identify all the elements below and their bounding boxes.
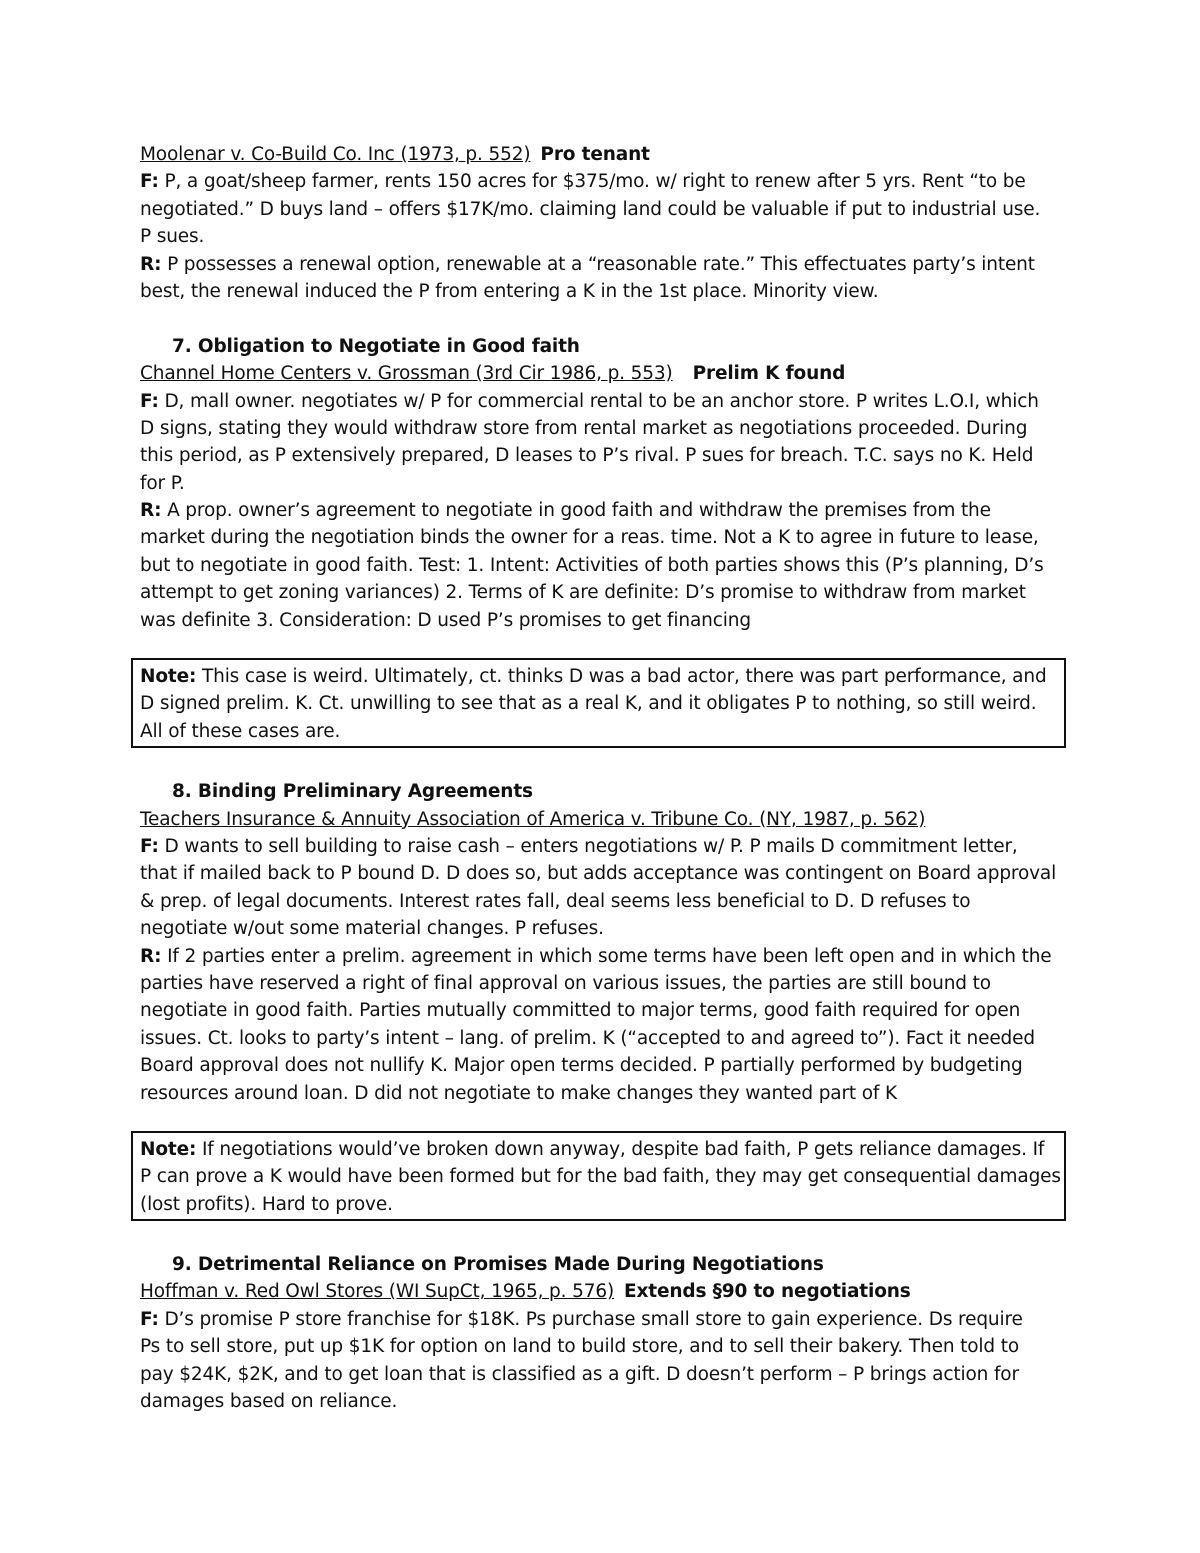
note-text: This case is weird. Ultimately, ct. thinks D was a bad actor, there was part performance, and: [196, 666, 1047, 688]
note-line: All of these cases are.: [140, 720, 341, 742]
facts-label: F:: [140, 171, 159, 193]
rule-text: If 2 parties enter a prelim. agreement in which some terms have been left open and in which the: [161, 945, 1052, 967]
facts-line: for P.: [140, 472, 185, 494]
facts-label: F:: [140, 835, 159, 857]
note-box: [131, 1131, 1066, 1221]
facts-label: F:: [140, 1308, 159, 1330]
facts-text: D wants to sell building to raise cash – enters negotiations w/ P. P mails D commitment letter,: [158, 835, 1018, 857]
rule-text: P possesses a renewal option, renewable at a “reasonable rate.” This effectuates party’s intent: [161, 253, 1035, 275]
facts-label: F:: [140, 390, 159, 412]
rule-label: R:: [140, 253, 162, 275]
case-title-line: [140, 1278, 1070, 1305]
case-title-line: [140, 806, 1070, 833]
rule-text: A prop. owner’s agreement to negotiate in good faith and withdraw the premises from the: [161, 500, 991, 522]
note-box: [131, 658, 1066, 748]
document-page: [140, 141, 1070, 1415]
facts-line: damages based on reliance.: [140, 1391, 398, 1413]
facts-line: Ps to sell store, put up $1K for option on land to build store, and to sell their bakery. Then told to: [140, 1336, 1019, 1358]
facts-text: D, mall owner. negotiates w/ P for commercial rental to be an anchor store. P writes L.O.I, which: [158, 390, 1039, 412]
facts-line: P sues.: [140, 226, 205, 248]
case-holding-tag: Pro tenant: [540, 144, 650, 165]
section-heading: 7. Obligation to Negotiate in Good faith: [172, 335, 580, 357]
facts-line: & prep. of legal documents. Interest rates fall, deal seems less beneficial to D. D refuses to: [140, 890, 971, 912]
facts-line: that if mailed back to P bound D. D does so, but adds acceptance was contingent on Board approval: [140, 863, 1057, 885]
facts-line: [140, 833, 1070, 860]
note-label: Note:: [140, 666, 197, 688]
rule-line: [140, 251, 1070, 278]
facts-line: [140, 168, 1070, 195]
case-citation: Moolenar v. Co-Build Co. Inc (1973, p. 552): [140, 144, 531, 165]
rule-line: Board approval does not nullify K. Major open terms decided. P partially performed by budgeting: [140, 1055, 1023, 1077]
facts-line: D signs, stating they would withdraw store from rental market as negotiations proceeded. During: [140, 417, 1028, 439]
facts-line: [140, 1306, 1070, 1333]
facts-text: D’s promise P store franchise for $18K. Ps purchase small store to gain experience. Ds require: [158, 1308, 1023, 1330]
case-holding-tag: Extends §90 to negotiations: [624, 1281, 911, 1303]
note-line: [140, 1136, 1058, 1163]
rule-line: was definite 3. Consideration: D used P’s promises to get financing: [140, 609, 751, 631]
note-line: D signed prelim. K. Ct. unwilling to see that as a real K, and it obligates P to nothing, so still weird.: [140, 693, 1037, 715]
facts-line: this period, as P extensively prepared, D leases to P’s rival. P sues for breach. T.C. says no K. Held: [140, 445, 1034, 467]
case-title-line: [140, 141, 1070, 168]
facts-line: pay $24K, $2K, and to get loan that is classified as a gift. D doesn’t perform – P brings action for: [140, 1363, 1019, 1385]
note-line: P can prove a K would have been formed but for the bad faith, they may get consequential damages: [140, 1166, 1061, 1188]
case-citation: Hoffman v. Red Owl Stores (WI SupCt, 1965, p. 576): [140, 1281, 615, 1303]
facts-text: P, a goat/sheep farmer, rents 150 acres for $375/mo. w/ right to renew after 5 yrs. Rent “to be: [158, 171, 1026, 193]
rule-label: R:: [140, 500, 162, 522]
case-citation: Channel Home Centers v. Grossman (3rd Cir 1986, p. 553): [140, 363, 673, 385]
note-text: If negotiations would’ve broken down anyway, despite bad faith, P gets reliance damages. If: [196, 1138, 1045, 1160]
facts-line: [140, 388, 1070, 415]
rule-line: parties have reserved a right of final approval on various issues, the parties are still bound to: [140, 972, 991, 994]
case-title-line: [140, 360, 1070, 387]
note-label: Note:: [140, 1138, 197, 1160]
rule-line: market during the negotiation binds the owner for a reas. time. Not a K to agree in future to lease,: [140, 527, 1039, 549]
rule-line: [140, 943, 1070, 970]
note-line: (lost profits). Hard to prove.: [140, 1193, 393, 1215]
case-citation: Teachers Insurance & Annuity Association of America v. Tribune Co. (NY, 1987, p. 562): [140, 808, 926, 830]
note-line: [140, 663, 1058, 690]
rule-line: [140, 497, 1070, 524]
facts-line: negotiated.” D buys land – offers $17K/mo. claiming land could be valuable if put to industrial use.: [140, 198, 1041, 220]
rule-label: R:: [140, 945, 162, 967]
case-holding-tag: Prelim K found: [692, 363, 846, 385]
rule-line: attempt to get zoning variances) 2. Terms of K are definite: D’s promise to withdraw from market: [140, 582, 1026, 604]
section-heading: 8. Binding Preliminary Agreements: [172, 781, 533, 803]
rule-line: issues. Ct. looks to party’s intent – lang. of prelim. K (“accepted to and agreed to”). Fact it needed: [140, 1027, 1035, 1049]
rule-line: but to negotiate in good faith. Test: 1. Intent: Activities of both parties shows this (P’s planning, D’s: [140, 554, 1044, 576]
rule-line: resources around loan. D did not negotiate to make changes they wanted part of K: [140, 1082, 898, 1104]
rule-line: best, the renewal induced the P from entering a K in the 1st place. Minority view.: [140, 280, 879, 302]
rule-line: negotiate in good faith. Parties mutually committed to major terms, good faith required for open: [140, 1000, 1021, 1022]
section-heading: 9. Detrimental Reliance on Promises Made During Negotiations: [172, 1254, 824, 1276]
facts-line: negotiate w/out some material changes. P refuses.: [140, 918, 604, 940]
